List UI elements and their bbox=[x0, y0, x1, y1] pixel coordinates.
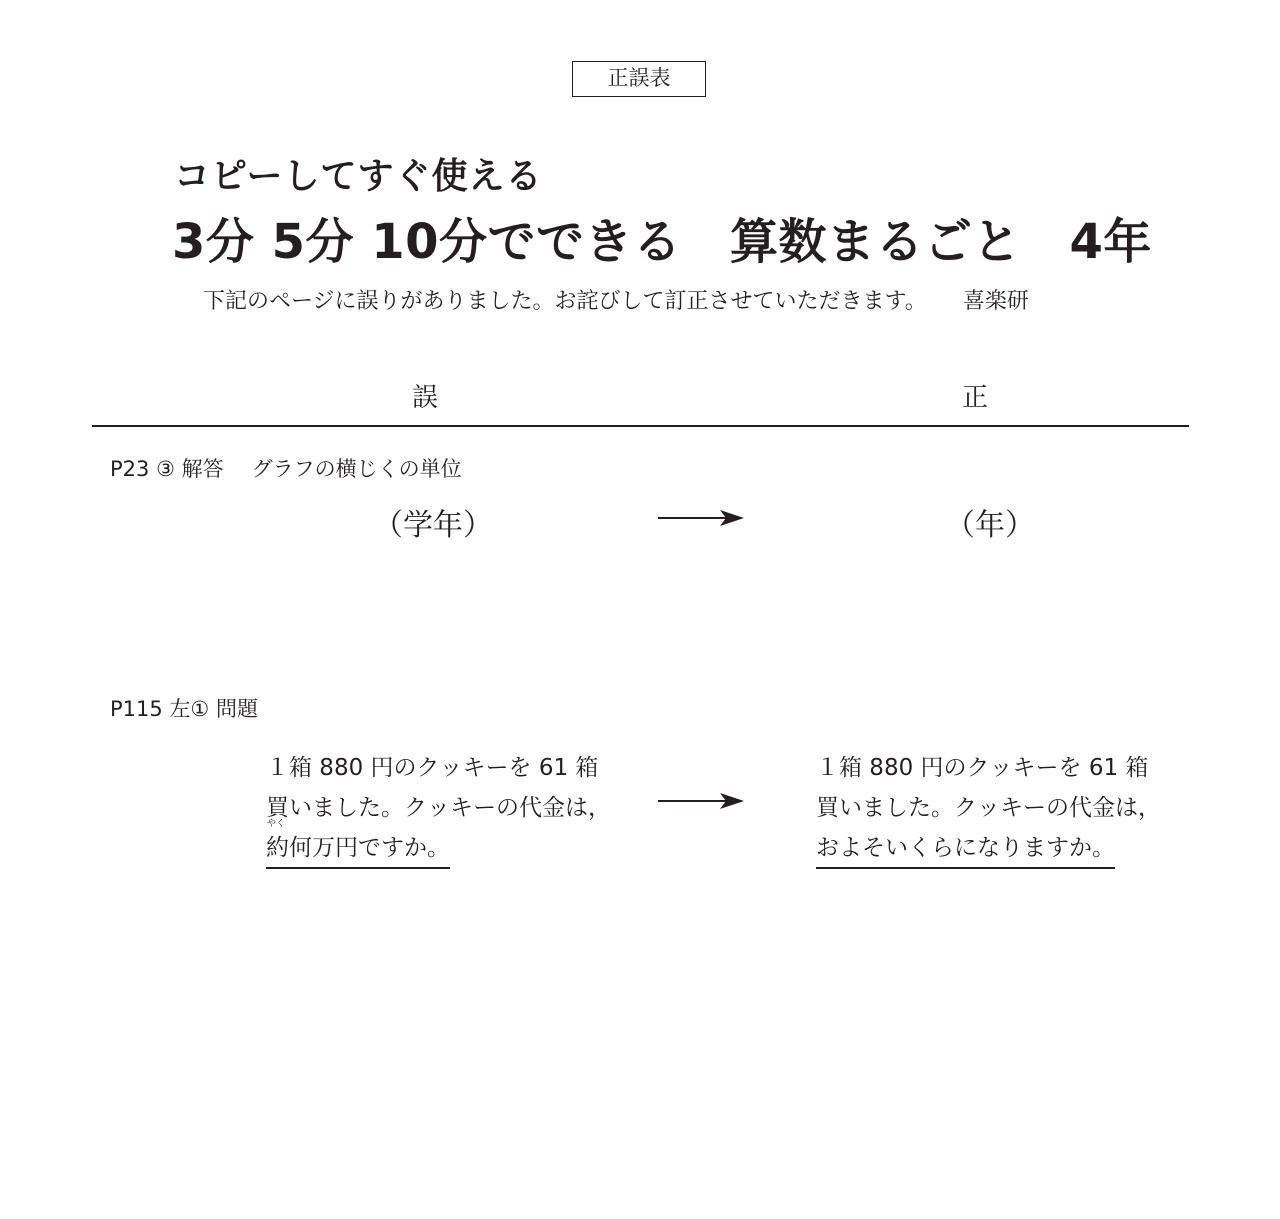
notice-text: 下記のページに誤りがありました。お詫びして訂正させていただきます。 bbox=[203, 289, 927, 314]
page-number: P23 bbox=[110, 457, 150, 481]
problem-line: 買いました。クッキーの代金は， bbox=[266, 795, 611, 821]
page-number: P115 bbox=[110, 697, 163, 721]
column-header-wrong: 誤 bbox=[412, 383, 439, 413]
book-title: 3分 5分 10分でできる 算数まるごと 4年 bbox=[172, 214, 1152, 270]
item-number: ③ bbox=[156, 457, 175, 481]
book-subtitle: コピーしてすぐ使える bbox=[174, 156, 543, 197]
correction-2-reference bbox=[110, 693, 258, 723]
errata-badge: 正誤表 bbox=[572, 61, 706, 97]
correction-1-wrong: （学年） bbox=[373, 508, 493, 543]
section-name: 問題 bbox=[215, 697, 258, 721]
ruby-base: 約 bbox=[266, 835, 289, 861]
underlined-rest: 何万円ですか。 bbox=[289, 835, 450, 861]
underlined-phrase bbox=[266, 819, 450, 869]
problem-line: 買いました。クッキーの代金は， bbox=[816, 795, 1161, 821]
problem-line: １箱 880 円のクッキーを 61 箱 bbox=[816, 755, 1149, 781]
correction-1-right: （年） bbox=[945, 508, 1035, 543]
ruby-word bbox=[266, 819, 289, 865]
ruby-reading: やく bbox=[267, 819, 286, 829]
correction-2-wrong bbox=[266, 748, 611, 869]
section-name: 解答 bbox=[181, 457, 224, 481]
right-arrow-icon bbox=[658, 792, 744, 810]
column-header-right: 正 bbox=[962, 383, 989, 413]
header-divider bbox=[92, 425, 1189, 427]
right-arrow-icon bbox=[658, 509, 744, 527]
problem-line: １箱 880 円のクッキーを 61 箱 bbox=[266, 755, 599, 781]
correction-1-reference bbox=[110, 453, 462, 483]
publisher-name: 喜楽研 bbox=[962, 289, 1029, 314]
underlined-phrase: およそいくらになりますか。 bbox=[816, 831, 1115, 869]
apology-notice bbox=[203, 284, 1029, 315]
correction-2-right bbox=[816, 748, 1161, 869]
location-text: グラフの横じくの単位 bbox=[251, 457, 462, 481]
item-number: 左① bbox=[169, 697, 210, 721]
